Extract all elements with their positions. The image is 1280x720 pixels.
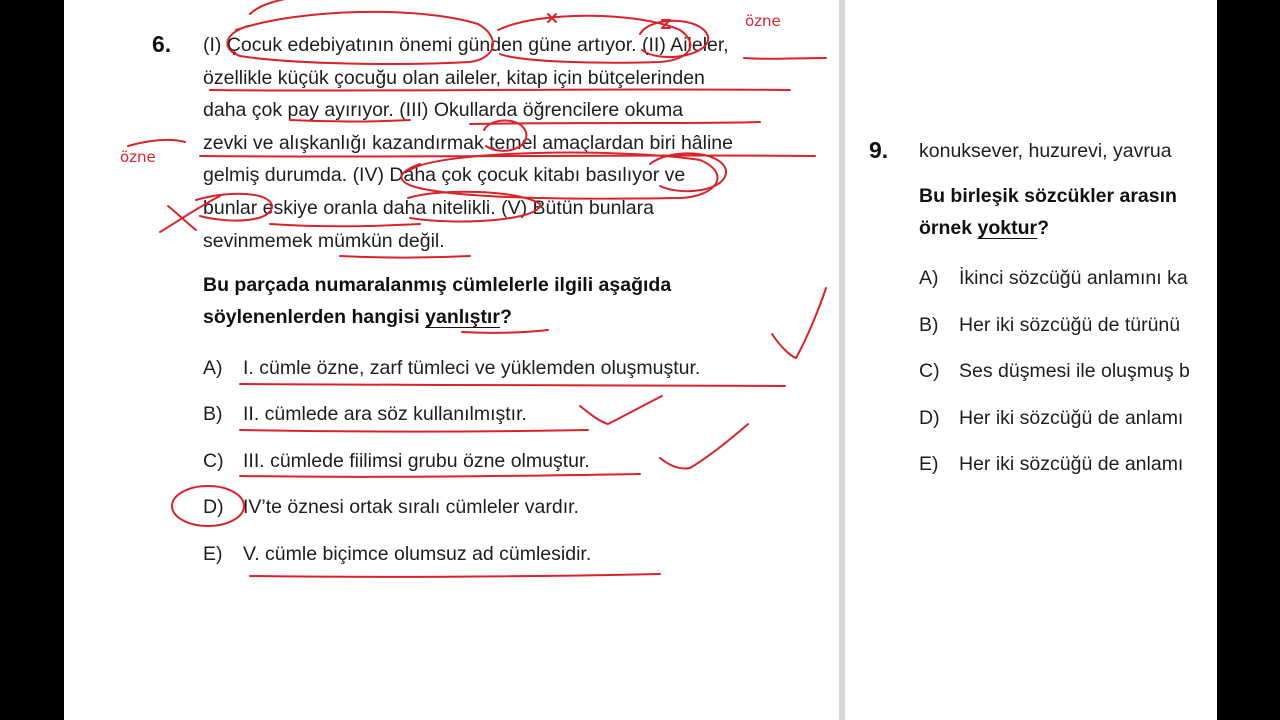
q9-option-e[interactable] xyxy=(919,453,1183,476)
option-text: I. cümle özne, zarf tümleci ve yüklemden oluşmuştur. xyxy=(243,357,701,379)
q6-option-e[interactable] xyxy=(203,543,591,566)
option-letter: C) xyxy=(203,450,224,472)
paragraph-line-7: sevinmemek mümkün değil. xyxy=(203,229,445,252)
stem-question-mark: ? xyxy=(499,306,512,328)
q6-option-d[interactable] xyxy=(203,496,579,519)
option-letter: D) xyxy=(203,496,224,518)
q6-option-c[interactable] xyxy=(203,450,590,473)
option-text: Her iki sözcüğü de anlamı xyxy=(959,407,1184,429)
option-text: Her iki sözcüğü de anlamı xyxy=(959,453,1184,475)
q9-option-c[interactable] xyxy=(919,360,1190,383)
question-6-stem xyxy=(203,269,671,333)
question-6-paragraph xyxy=(203,29,733,257)
question-9-number: 9. xyxy=(869,137,889,163)
paragraph-line-2: özellikle küçük çocuğu olan aileler, kitap için bütçelerinden xyxy=(203,66,705,89)
option-text: Her iki sözcüğü de türünü xyxy=(959,314,1181,336)
q6-option-a[interactable] xyxy=(203,357,700,380)
stem-line-1: Bu parçada numaralanmış cümlelerle ilgili aşağıda xyxy=(203,274,672,296)
option-letter: A) xyxy=(203,357,223,379)
paragraph-line-3: daha çok pay ayırıyor. (III) Okullarda öğrencilere okuma xyxy=(203,99,684,122)
question-6-number: 6. xyxy=(152,31,172,57)
option-text: Ses düşmesi ile oluşmuş b xyxy=(959,360,1190,382)
q9-option-b[interactable] xyxy=(919,314,1180,337)
option-text: III. cümlede fiilimsi grubu özne olmuştur. xyxy=(243,450,590,472)
option-text: V. cümle biçimce olumsuz ad cümlesidir. xyxy=(243,543,592,565)
option-letter: E) xyxy=(203,543,223,565)
option-text: II. cümlede ara söz kullanılmıştır. xyxy=(243,403,527,425)
stem-line-2 xyxy=(919,212,1177,244)
ink-note-subject-top: özne xyxy=(745,12,781,30)
q6-option-b[interactable] xyxy=(203,403,527,426)
question-9-stem xyxy=(919,180,1177,244)
stem-question-mark: ? xyxy=(1037,217,1050,239)
paragraph-line-6: bunlar eskiye oranla daha nitelikli. (V) Bütün bunlara xyxy=(203,196,654,219)
paragraph-line-5: gelmiş durumda. (IV) Daha çok çocuk kitabı basılıyor ve xyxy=(203,164,686,187)
q9-option-a[interactable] xyxy=(919,267,1188,290)
option-letter: D) xyxy=(919,407,940,429)
ink-note-subject-left: özne xyxy=(120,148,156,166)
option-letter: A) xyxy=(919,267,939,289)
stem-line-2 xyxy=(203,301,671,333)
option-letter: B) xyxy=(919,314,939,336)
option-letter: B) xyxy=(203,403,223,425)
stem-emphasis: yanlıştır xyxy=(425,306,500,328)
option-text: IV’te öznesi ortak sıralı cümleler vardır. xyxy=(243,496,579,518)
option-letter: C) xyxy=(919,360,940,382)
stem-text: örnek xyxy=(919,217,978,239)
paragraph-line-4: zevki ve alışkanlığı kazandırmak temel amaçlardan biri hâline xyxy=(203,131,733,154)
paragraph-line-1: (I) Çocuk edebiyatının önemi günden güne artıyor. (II) Aileler, xyxy=(203,34,729,56)
stem-line-1: Bu birleşik sözcükler arasın xyxy=(919,185,1177,207)
stem-text: söylenenlerden hangisi xyxy=(203,306,426,328)
stem-emphasis: yoktur xyxy=(977,217,1038,239)
q9-option-d[interactable] xyxy=(919,407,1183,430)
option-letter: E) xyxy=(919,453,939,475)
question-9-words: konuksever, huzurevi, yavrua xyxy=(919,140,1172,162)
option-text: İkinci sözcüğü anlamını ka xyxy=(959,267,1188,289)
